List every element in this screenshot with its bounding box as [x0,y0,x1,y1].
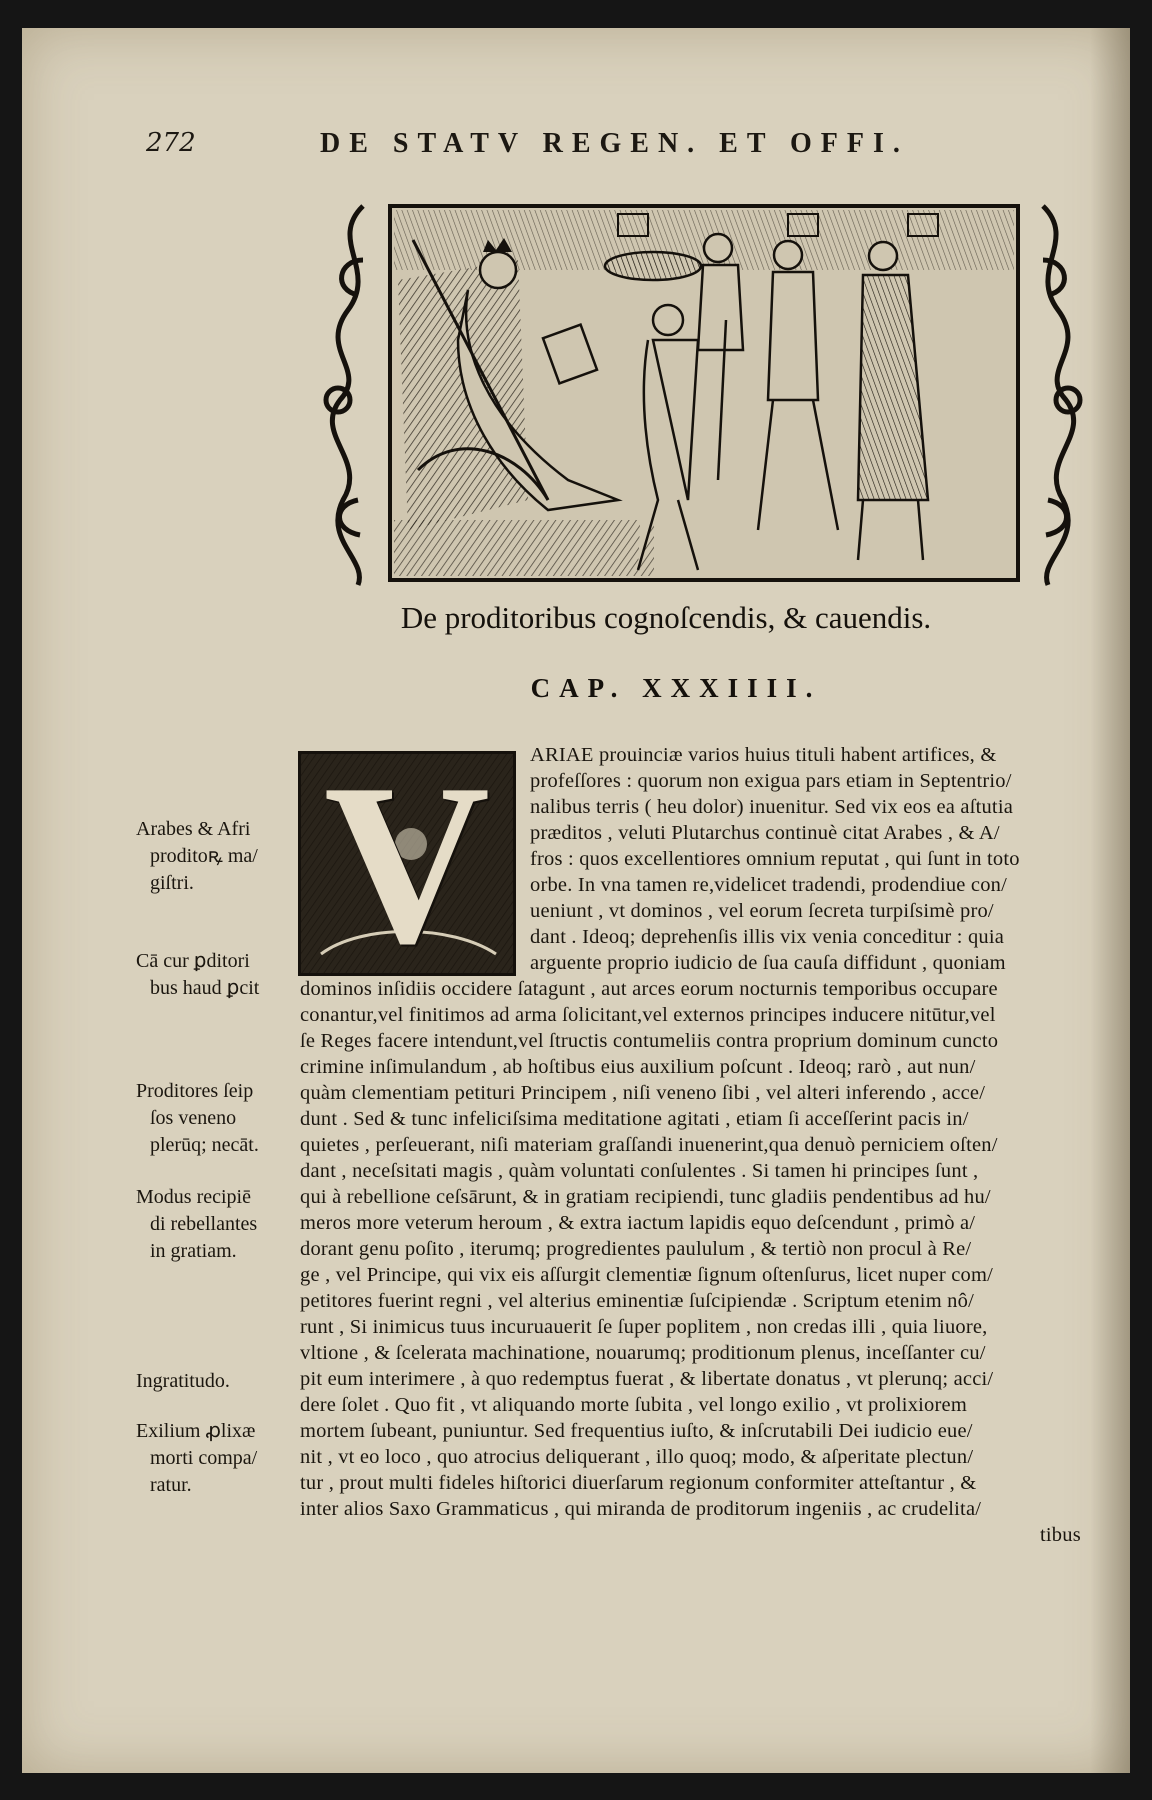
body-line: crimine inſimulandum , ab hoſtibus eius auxilium poſcunt . Ideoq; rarò , aut nun/ [300,1056,976,1078]
body-line: dorant genu poſito , iterumq; progredientes paululum , & tertiò non procul à Re/ [300,1238,972,1260]
margin-note [136,1078,296,1159]
body-line: mortem ſubeant, puniuntur. Sed frequentius iuſto, & inſcrutabili Dei iudicio eue/ [300,1420,973,1442]
body-line: quàm clementiam petituri Principem , niſi veneno ſibi , vel alteri inferendo , acce/ [300,1082,986,1104]
margin-note-line: bus haud ꝑcit [150,977,260,999]
body-line: qui à rebellione ceſsārunt, & in gratiam recipiendi, tunc gladiis pendentibus ad hu/ [300,1186,991,1208]
body-line: petitores fuerint regni , vel alterius eminentiæ ſuſcipiendæ . Scriptum etenim nô/ [300,1290,974,1312]
margin-note [136,1184,296,1265]
margin-note-line: ſos veneno [150,1107,237,1129]
body-line: meros more veterum heroum , & extra iactum lapidis equo deſcendunt , primò a/ [300,1212,976,1234]
chapter-title: De proditoribus cognoſcendis, & cauendis. [400,600,932,635]
margin-note-line: ratur. [150,1474,192,1496]
body-line: ueniunt , vt dominos , vel eorum ſecreta turpiſsimè pro/ [530,900,994,922]
body-line: fros : quos excellentiores omnium reputat , qui ſunt in toto [530,848,1020,870]
body-line: runt , Si inimicus tuus incuruauerit ſe ſuper poplitem , non credas illi , quia liuore, [300,1316,988,1338]
decorated-initial [298,751,516,976]
body-line: tibus [1040,1524,1081,1546]
margin-note-line: Exilium ꝓlixæ [136,1420,256,1442]
body-line: vltione , & ſcelerata machinatione, nouarumq; proditionum plenus, inceſſanter cu/ [300,1342,986,1364]
margin-note-line: Modus recipiē [136,1186,251,1208]
margin-note [136,1368,296,1395]
body-line: ARIAE prouinciæ varios huius tituli habent artifices, & [530,744,997,766]
body-line: profeſſores : quorum non exigua pars etiam in Septentrio/ [530,770,1012,792]
body-line: pit eum interimere , à quo redemptus fuerat , & libertate donatus , vt plerunq; acci/ [300,1368,994,1390]
body-line: dere ſolet . Quo fit , vt aliquando morte ſubita , vel longo exilio , vt prolixiorem [300,1394,967,1416]
page-number: 272 [146,128,196,158]
margin-note-line: plerūq; necāt. [150,1134,259,1156]
body-line: dunt . Sed & tunc infeliciſsima meditatione agitati , etiam ſi acceſſerint pacis in/ [300,1108,969,1130]
chapter-number: CAP. XXXIIII. [530,673,822,703]
body-line: quietes , perſeuerant, niſi materiam graſſandi inuenerint,qua denuò perniciem oſten/ [300,1134,998,1156]
body-line: dant . Ideoq; deprehenſis illis vix venia conceditur : quia [530,926,1005,948]
body-line: nalibus terris ( heu dolor) inuenitur. Sed vix eos ea aſtutia [530,796,1014,818]
body-line: orbe. In vna tamen re,videlicet tradendi, prodendiue con/ [530,874,1008,896]
margin-note [136,1418,296,1499]
margin-note [136,948,296,1002]
margin-note [136,816,296,897]
body-line: nit , vt eo loco , quo atrocius deliquerant , illo quoq; modo, & aſperitate plectun/ [300,1446,974,1468]
body-line: tur , prout multi fideles hiſtorici diuerſarum regionum conformiter atteſtantur , & [300,1472,977,1494]
margin-note-line: proditoꝶ ma/ [150,845,258,867]
body-line: arguente proprio iudicio de ſua cauſa diffidunt , quoniam [530,952,1006,974]
running-head: DE STATV REGEN. ET OFFI. [320,128,909,159]
margin-note-line: Ingratitudo. [136,1370,230,1392]
body-line: dominos inſidiis occidere ſatagunt , aut arces eorum nocturnis temporibus occupare [300,978,998,1000]
margin-note-line: morti compa/ [150,1447,258,1469]
margin-note-line: in gratiam. [150,1240,237,1262]
body-line: ge , vel Principe, qui vix eis aſſurgit clementiæ ſignum oſtenſurus, licet nuper com/ [300,1264,993,1286]
margin-note-line: Proditores ſeip [136,1080,254,1102]
body-line: ſe Reges facere intendunt,vel ſtructis contumeliis contra proprium dominum cuncto [300,1030,999,1052]
body-line: præditos , veluti Plutarchus continuè citat Arabes , & A/ [530,822,1000,844]
body-line: dant , neceſsitati magis , quàm voluntati conſulentes . Si tamen hi principes ſunt , [300,1160,979,1182]
body-line: inter alios Saxo Grammaticus , qui miranda de proditorum ingeniis , ac crudelita/ [300,1498,982,1520]
initial-letter: V [323,751,491,976]
margin-note-line: di rebellantes [150,1213,258,1235]
margin-note-line: Arabes & Afri [136,818,251,840]
body-line: conantur,vel finitimos ad arma ſolicitant,vel externos principes inducere nitūtur,vel [300,1004,996,1026]
margin-note-line: Cā cur ꝑditori [136,950,250,972]
margin-note-line: giſtri. [150,872,194,894]
